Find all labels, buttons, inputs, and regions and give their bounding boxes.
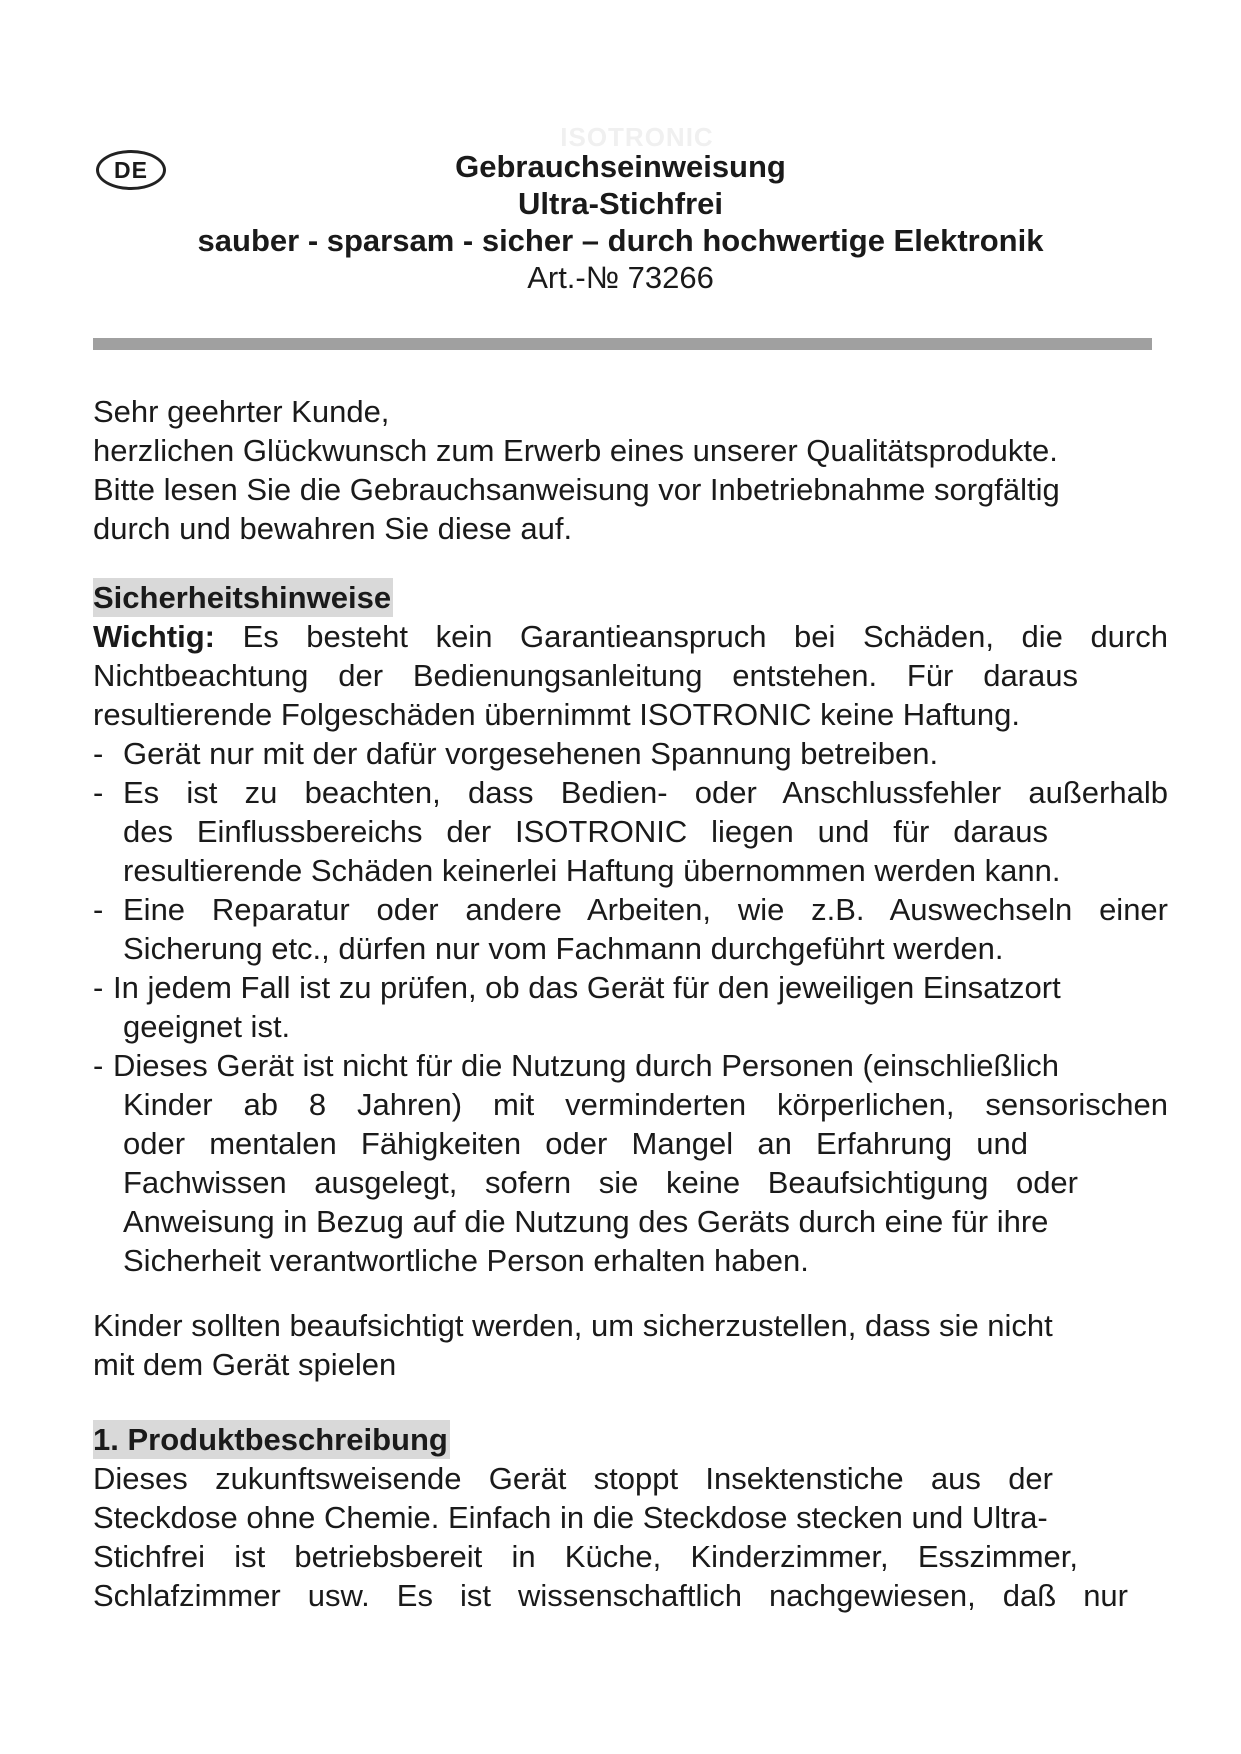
children-note: Kinder sollten beaufsichtigt werden, um sicherzustellen, dass sie nicht mit dem Gerät spielen <box>93 1308 1053 1382</box>
article-number: Art.-№ 73266 <box>527 260 714 295</box>
product-name: Ultra-Stichfrei <box>518 186 723 221</box>
greeting: Sehr geehrter Kunde, <box>93 394 390 429</box>
header-divider <box>93 338 1152 350</box>
intro-line: herzlichen Glückwunsch zum Erwerb eines unserer Qualitätsprodukte. <box>93 433 1058 468</box>
product-description-heading: 1. Produktbeschreibung <box>93 1422 448 1457</box>
language-badge: DE <box>96 150 166 190</box>
safety-bullet: - Gerät nur mit der dafür vorgesehenen Spannung betreiben. <box>93 736 939 771</box>
product-description-section: 1. Produktbeschreibung Dieses zukunftsweisende Gerät stoppt Insektenstiche aus der Steckdose ohne Chemie. Einfach in die Steckdose stecken und Ultra- Stichfrei ist betriebsbereit in Küche, Kinderzimmer, Esszimmer, Schlafzimmer usw. Es ist wissenschaftlich nachgewiesen, daß nur <box>93 1422 1128 1613</box>
document-header <box>120 148 1121 296</box>
safety-bullet: - Eine Reparatur oder andere Arbeiten, wie z.B. Auswechseln einer Sicherung etc., dürfen nur vom Fachmann durchgeführt werden. <box>93 892 1168 966</box>
brand-watermark: ISOTRONIC <box>560 122 714 152</box>
important-label: Wichtig: <box>93 619 215 654</box>
important-line: Nichtbeachtung der Bedienungsanleitung entstehen. Für daraus <box>93 658 1078 693</box>
safety-bullet: - Es ist zu beachten, dass Bedien- oder Anschlussfehler außerhalb des Einflussbereichs der ISOTRONIC liegen und für daraus resultierende Schäden keinerlei Haftung übernommen werden kann. <box>93 775 1168 888</box>
tagline: sauber - sparsam - sicher – durch hochwertige Elektronik <box>197 223 1044 258</box>
important-line: Wichtig: Es besteht kein Garantieanspruch bei Schäden, die durch <box>93 619 1168 654</box>
safety-bullet: - Dieses Gerät ist nicht für die Nutzung durch Personen (einschließlich Kinder ab 8 Jahren) mit verminderten körperlichen, sensorischen oder mentalen Fähigkeiten oder Mangel an Erfahrung und Fachwissen ausgelegt, sofern sie keine Beaufsichtigung oder Anweisung in Bezug auf die Nutzung des Geräts durch eine für ihre Sicherheit verantwortliche Person erhalten haben. <box>93 1048 1168 1278</box>
intro-line: Bitte lesen Sie die Gebrauchsanweisung vor Inbetriebnahme sorgfältig <box>93 472 1060 507</box>
safety-heading: Sicherheitshinweise <box>93 580 392 615</box>
safety-bullet: - In jedem Fall ist zu prüfen, ob das Gerät für den jeweiligen Einsatzort geeignet ist. <box>93 970 1061 1044</box>
important-line: resultierende Folgeschäden übernimmt ISOTRONIC keine Haftung. <box>93 697 1020 732</box>
intro-line: durch und bewahren Sie diese auf. <box>93 511 573 546</box>
safety-section <box>93 578 1168 1280</box>
intro-section <box>93 392 1168 548</box>
document-title: Gebrauchseinweisung <box>455 149 786 184</box>
